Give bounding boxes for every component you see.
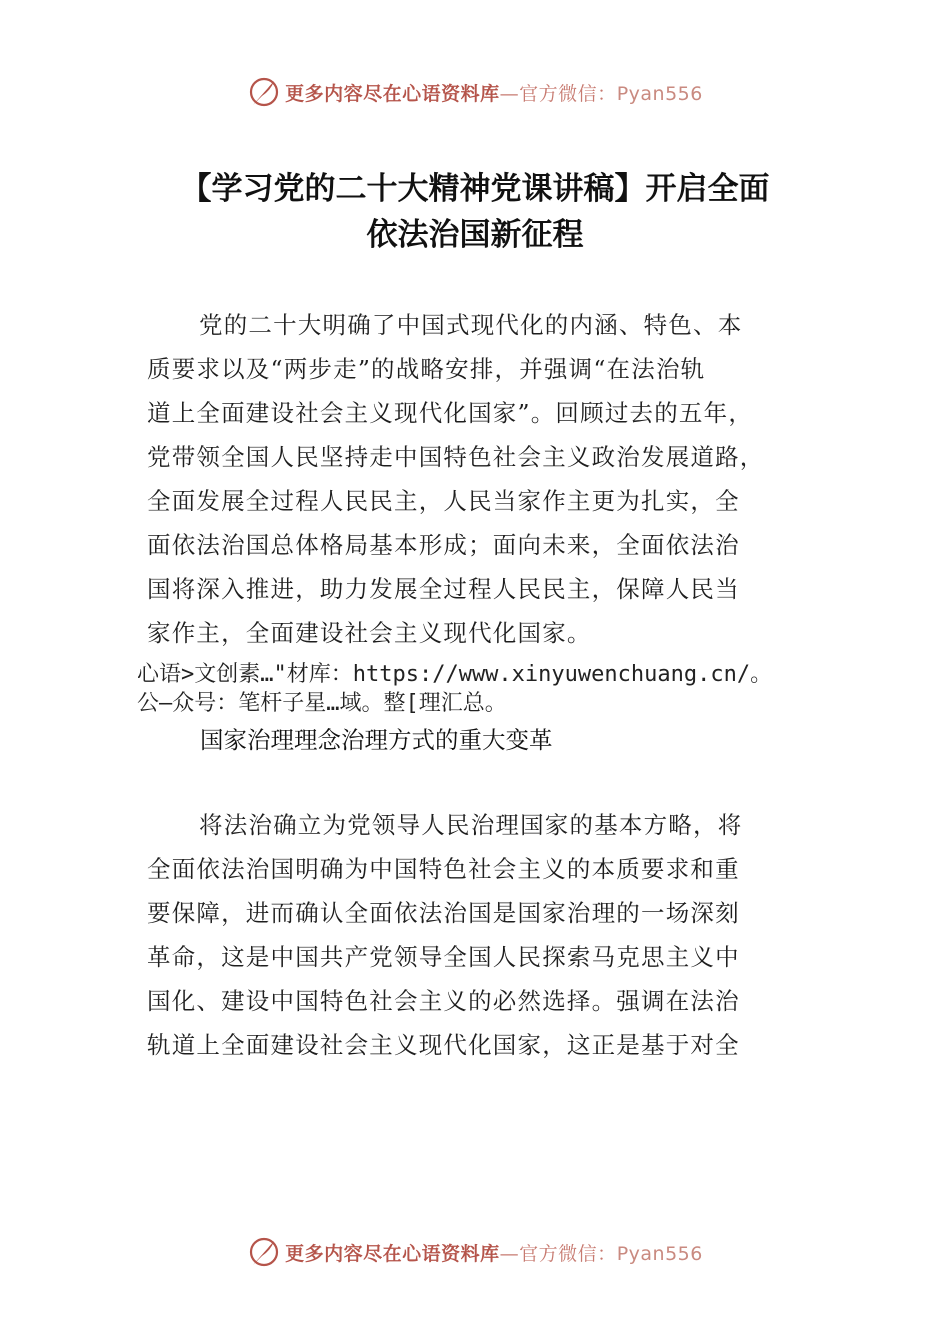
section-heading: 国家治理理念治理方式的重大变革 [200, 726, 553, 754]
paragraph-line: 面依法治国总体格局基本形成；面向未来，全面依法治 [147, 531, 740, 559]
header-banner-text [285, 79, 703, 106]
footer-banner-main: 更多内容尽在心语资料库 [285, 1242, 500, 1265]
title-line-1: 【学习党的二十大精神党课讲稿】开启全面 [180, 171, 770, 207]
paragraph-line: 道上全面建设社会主义现代化国家”。回顾过去的五年， [147, 399, 754, 427]
footer-banner-text [285, 1239, 703, 1266]
header-banner-sub: —官方微信： [499, 82, 617, 105]
header-banner-wechat: Pyan556 [616, 82, 703, 105]
paragraph-line: 将法治确立为党领导人民治理国家的基本方略，将 [199, 811, 743, 839]
paragraph-line: 国将深入推进，助力发展全过程人民民主，保障人民当 [147, 575, 740, 603]
paragraph-line: 党带领全国人民坚持走中国特色社会主义政治发展道路， [147, 443, 765, 471]
paragraph-1 [147, 303, 817, 655]
footer-banner-wechat: Pyan556 [616, 1242, 703, 1265]
paragraph-line: 家作主，全面建设社会主义现代化国家。 [147, 619, 592, 647]
paragraph-line: 党的二十大明确了中国式现代化的内涵、特色、本 [199, 311, 743, 339]
watermark-line-1: 心语>文创素…"材库：https://www.xinyuwenchuang.cn/。 [137, 662, 773, 687]
quill-pen-circle-icon [247, 1235, 281, 1269]
quill-pen-circle-icon [247, 75, 281, 109]
footer-banner [0, 1230, 950, 1274]
footer-banner-sub: —官方微信： [499, 1242, 617, 1265]
paragraph-2 [147, 803, 817, 1067]
title-line-2: 依法治国新征程 [366, 217, 584, 253]
watermark-line-2: 公—众号：笔杆子星…域。整[理汇总。 [137, 691, 507, 716]
paragraph-line: 国化、建设中国特色社会主义的必然选择。强调在法治 [147, 987, 740, 1015]
header-banner [0, 70, 950, 114]
header-banner-main: 更多内容尽在心语资料库 [285, 82, 500, 105]
paragraph-line: 革命，这是中国共产党领导全国人民探索马克思主义中 [147, 943, 740, 971]
paragraph-line: 质要求以及“两步走”的战略安排，并强调“在法治轨 [147, 355, 706, 383]
watermark-text [137, 660, 857, 718]
paragraph-line: 全面依法治国明确为中国特色社会主义的本质要求和重 [147, 855, 740, 883]
paragraph-line: 轨道上全面建设社会主义现代化国家，这正是基于对全 [147, 1031, 740, 1059]
document-title [60, 166, 890, 258]
paragraph-line: 全面发展全过程人民民主，人民当家作主更为扎实，全 [147, 487, 740, 515]
paragraph-line: 要保障，进而确认全面依法治国是国家治理的一场深刻 [147, 899, 740, 927]
